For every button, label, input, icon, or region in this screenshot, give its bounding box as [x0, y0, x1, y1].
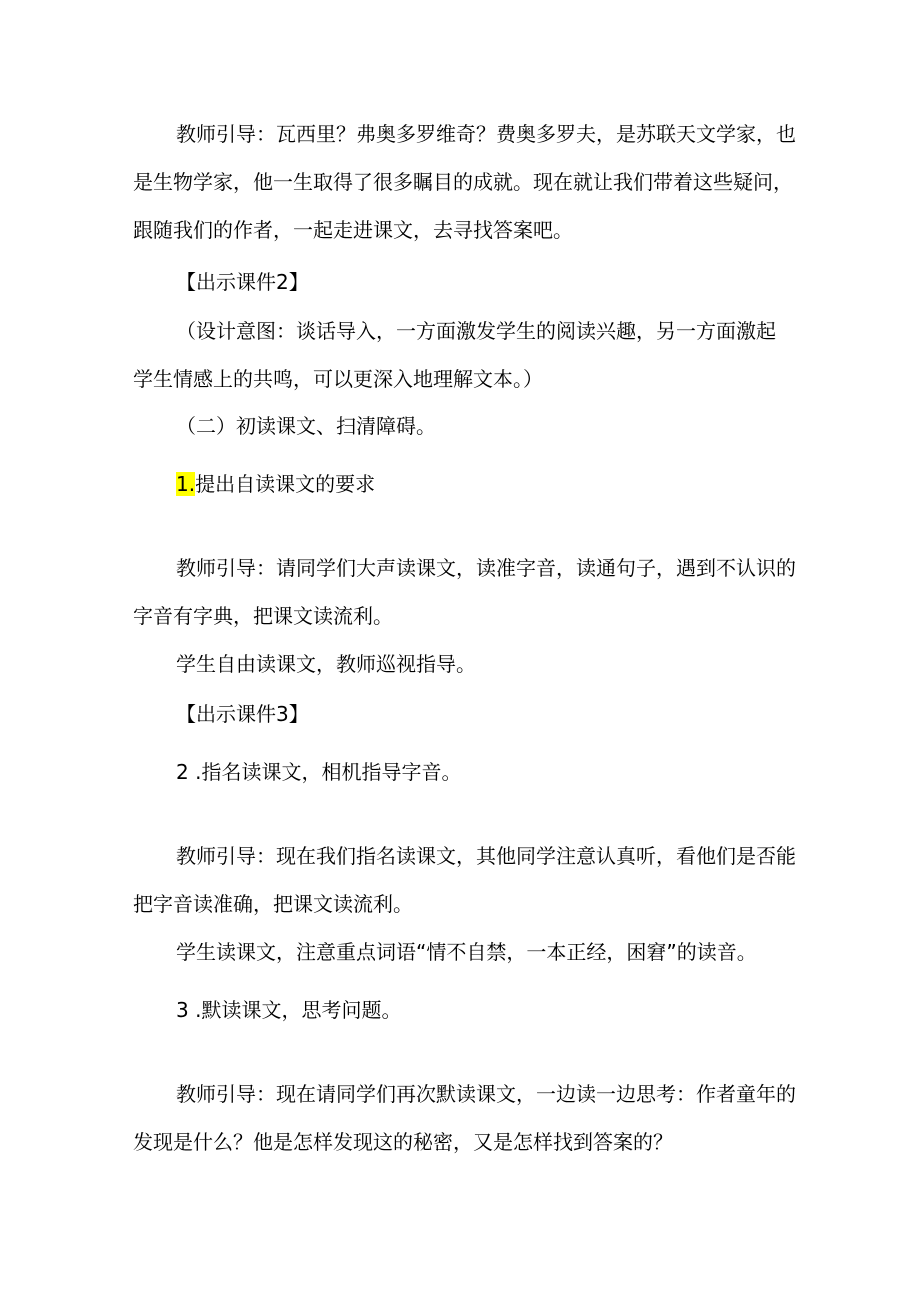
paragraph-line: 跟随我们的作者，一起走进课文，去寻找答案吧。	[133, 218, 573, 242]
courseware-label: 【出示课件2】	[176, 270, 309, 294]
step-heading: 2 .指名读课文，相机指导字音。	[176, 760, 462, 784]
paragraph-line: 字音有字典，把课文读流利。	[133, 604, 393, 628]
step-heading-text: 提出自读课文的要求	[195, 472, 376, 496]
section-heading: （二）初读课文、扫清障碍。	[176, 414, 436, 438]
highlighted-number: 1.	[176, 472, 196, 496]
paragraph-line: 学生情感上的共鸣，可以更深入地理解文本。）	[133, 367, 543, 391]
step-heading: 3 .默读课文，思考问题。	[176, 998, 402, 1022]
paragraph-line: 学生读课文，注意重点词语“情不自禁，一本正经，困窘”的读音。	[176, 940, 757, 964]
paragraph-line: 教师引导：请同学们大声读课文，读准字音，读通句子，遇到不认识的	[176, 556, 796, 580]
step-heading	[176, 470, 375, 498]
paragraph-line: 教师引导：现在我们指名读课文，其他同学注意认真听，看他们是否能	[176, 844, 796, 868]
paragraph-line: 把字音读准确，把课文读流利。	[133, 892, 413, 916]
paragraph-line: 学生自由读课文，教师巡视指导。	[176, 652, 476, 676]
paragraph-line: 教师引导：现在请同学们再次默读课文，一边读一边思考：作者童年的	[176, 1082, 796, 1106]
paragraph-line: 是生物学家，他一生取得了很多瞩目的成就。现在就让我们带着这些疑问，	[133, 170, 793, 194]
paragraph-line: 教师引导：瓦西里？弗奥多罗维奇？费奥多罗夫，是苏联天文学家，也	[176, 122, 796, 146]
paragraph-line: （设计意图：谈话导入，一方面激发学生的阅读兴趣，另一方面激起	[176, 319, 776, 343]
paragraph-line: 发现是什么？他是怎样发现这的秘密，又是怎样找到答案的？	[133, 1130, 673, 1154]
courseware-label: 【出示课件3】	[176, 702, 309, 726]
